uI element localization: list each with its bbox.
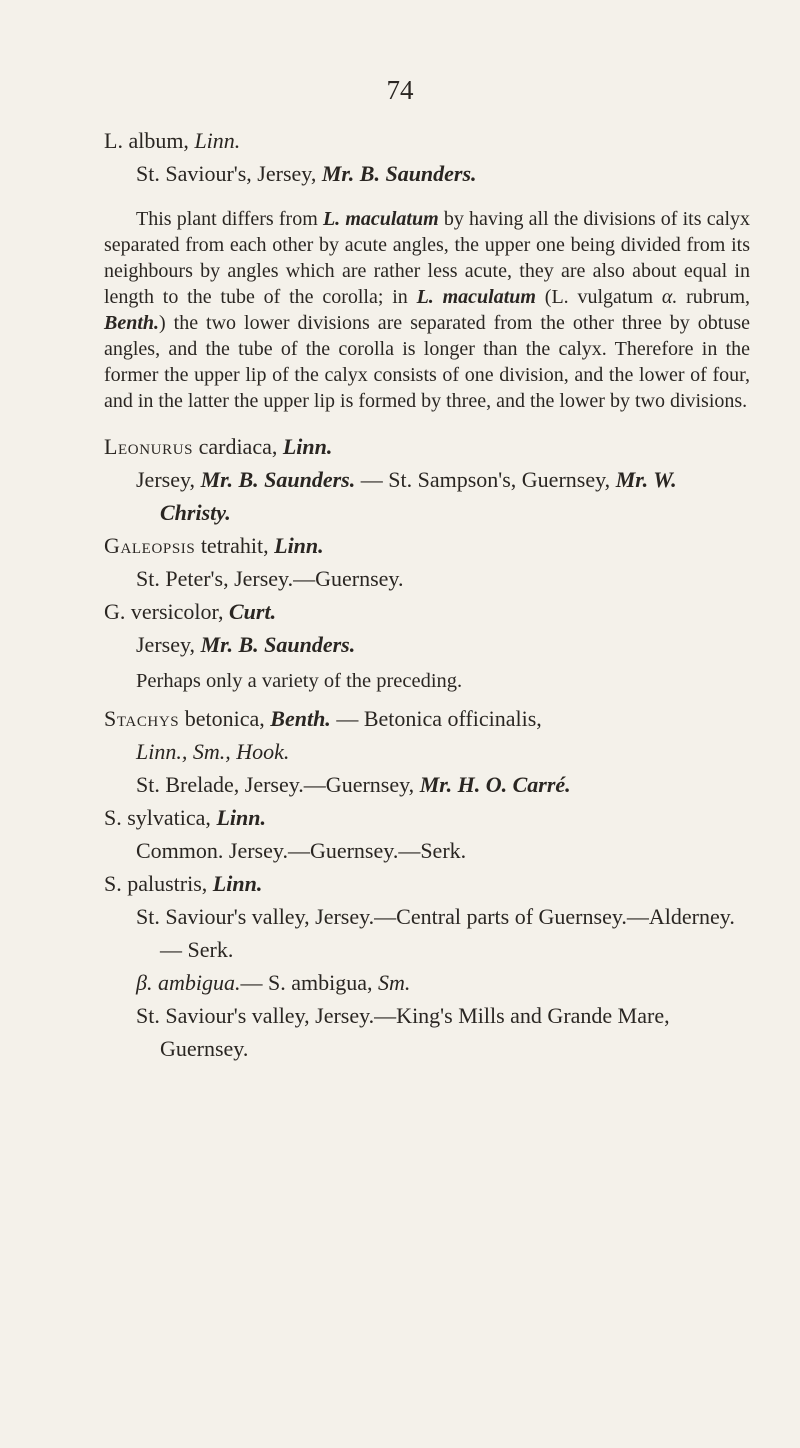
synonym-text: — S. ambigua, <box>240 970 373 995</box>
locality-text: — St. Sampson's, Guernsey, <box>360 467 611 492</box>
species-note <box>104 665 750 698</box>
species-entry-stachys-betonica <box>104 702 750 735</box>
variety-name: β. ambigua. <box>136 970 241 995</box>
species-authority: Curt. <box>228 599 277 624</box>
collector-name: Mr. B. Saunders. <box>200 467 356 492</box>
species-entry-stachys-sylvatica <box>104 801 750 834</box>
locality-text: Jersey, <box>136 632 196 657</box>
genus-name: Leonurus <box>104 434 194 459</box>
locality-record <box>104 900 750 966</box>
locality-text: St. Peter's, Jersey.—Guernsey. <box>136 566 404 591</box>
locality-record <box>104 999 750 1065</box>
locality-record <box>104 628 750 661</box>
collector-name: Mr. H. O. Carré. <box>419 772 571 797</box>
collector-name: Mr. B. Saunders. <box>200 632 356 657</box>
desc-part-7: rubrum, <box>686 286 751 308</box>
species-authority: Linn. <box>216 805 266 830</box>
synonym-authority: Linn., Sm., Hook. <box>136 739 290 764</box>
locality-text: St. Brelade, Jersey.—Guernsey, <box>136 772 415 797</box>
species-entry-galeopsis-tetrahit <box>104 529 750 562</box>
note-text: Perhaps only a variety of the preceding. <box>136 670 463 692</box>
locality-record <box>104 463 750 529</box>
species-authority: Linn. <box>282 434 333 459</box>
locality-record <box>104 562 750 595</box>
species-entry-leonurus <box>104 430 750 463</box>
desc-authority-benth: Benth. <box>104 312 160 334</box>
desc-part-1: This plant differs from <box>136 208 318 230</box>
synonym-text: — Betonica officinalis, <box>336 706 542 731</box>
species-authority: Benth. <box>270 706 331 731</box>
species-description <box>104 206 750 414</box>
species-authority: Linn. <box>194 128 241 153</box>
collector-name: Mr. W. Christy. <box>160 467 677 525</box>
synonym-authority: Sm. <box>377 970 411 995</box>
synonym-authorities <box>104 735 750 768</box>
page-body <box>104 124 750 1065</box>
locality-text: Jersey, <box>136 467 196 492</box>
locality-text: St. Saviour's valley, Jersey.—King's Mills and Grande Mare, Guernsey. <box>136 1003 670 1061</box>
species-epithet: cardiaca, <box>198 434 278 459</box>
species-name: G. versicolor, <box>104 599 224 624</box>
page-number: 74 <box>386 75 414 105</box>
species-name: S. sylvatica, <box>104 805 211 830</box>
desc-species-ref-2: L. maculatum <box>416 286 536 308</box>
genus-name: Galeopsis <box>104 533 196 558</box>
species-epithet: betonica, <box>184 706 265 731</box>
species-name: S. palustris, <box>104 871 208 896</box>
locality-record <box>104 768 750 801</box>
species-epithet: tetrahit, <box>200 533 269 558</box>
desc-greek-alpha: α. <box>661 286 678 308</box>
desc-species-ref-1: L. maculatum <box>322 208 439 230</box>
collector-name: Mr. B. Saunders. <box>321 161 477 186</box>
species-entry-stachys-palustris <box>104 867 750 900</box>
genus-name: Stachys <box>104 706 180 731</box>
locality-record <box>104 157 750 190</box>
desc-part-5: (L. vulgatum <box>544 286 654 308</box>
species-entry-galeopsis-versicolor <box>104 595 750 628</box>
desc-part-9: ) the two lower divisions are separated from the other three by obtuse angles, and the tube of the corolla is longer than the calyx. Therefore in the former the upper lip of the calyx consists of one division, and the lower of four, and in the latter the upper lip is formed by three, and the lower by two divisions. <box>104 312 750 412</box>
locality-text: St. Saviour's, Jersey, <box>136 161 317 186</box>
species-name: L. album, <box>104 128 189 153</box>
locality-record <box>104 834 750 867</box>
locality-text: Common. Jersey.—Guernsey.—Serk. <box>136 838 467 863</box>
variety-entry <box>104 966 750 999</box>
species-authority: Linn. <box>274 533 324 558</box>
species-authority: Linn. <box>212 871 263 896</box>
desc-part-3: by having all the divisions of its calyx separated from each other by acute angles, the upper one being divided from its neighbours by angles which are rather less acute, they are also about equal in length to the tube of the corolla; in <box>104 208 750 308</box>
species-entry-lamium-album <box>104 124 750 157</box>
locality-text: St. Saviour's valley, Jersey.—Central parts of Guernsey.—Alderney.— Serk. <box>136 904 735 962</box>
